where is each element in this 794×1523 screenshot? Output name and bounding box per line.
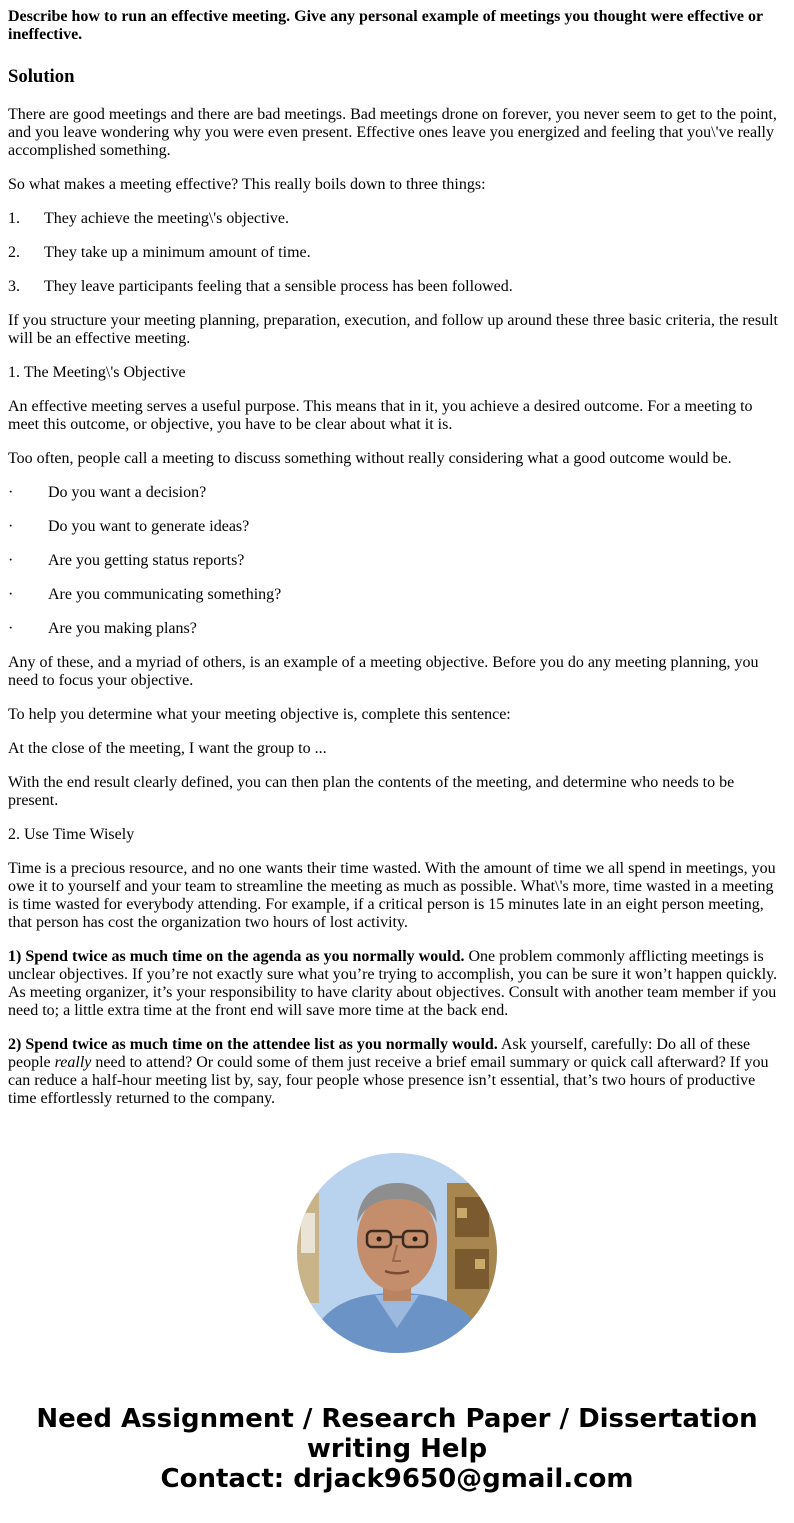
what-makes-paragraph: So what makes a meeting effective? This really boils down to three things: — [8, 176, 486, 193]
tip-2-paragraph — [8, 1036, 786, 1108]
section-2-paragraph: Time is a precious resource, and no one wants their time wasted. With the amount of time we all spend in meetings, you owe it to yourself and your team to streamline the meeting as much as possible. What\'s more, time wasted in a meeting is time wasted for everybody attending. For example, if a critical person is 15 minutes late in an eight person meeting, that person has cost the organization two hours of lost activity. — [8, 860, 776, 931]
section-1-paragraph: An effective meeting serves a useful purpose. This means that in it, you achieve a desired outcome. For a meeting to meet this outcome, or objective, you have to be clear about what it is. — [8, 398, 753, 433]
tip-2-emphasis: really — [54, 1054, 92, 1071]
section-1-paragraph: Too often, people call a meeting to discuss something without really considering what a good outcome would be. — [8, 450, 732, 467]
section-1-paragraph: Any of these, and a myriad of others, is an example of a meeting objective. Before you do any meeting planning, you need to focus your objective. — [8, 654, 759, 689]
bullet-text: Are you making plans? — [48, 620, 197, 637]
bullet-item — [8, 484, 786, 502]
solution-heading: Solution — [8, 66, 75, 87]
bullet-item — [8, 586, 786, 604]
criteria-text: They leave participants feeling that a sensible process has been followed. — [44, 278, 513, 295]
criteria-number: 3. — [8, 278, 20, 295]
bullet-item — [8, 518, 786, 536]
criteria-item — [8, 244, 786, 262]
bullet-mark: · — [8, 620, 14, 637]
tip-1-heading: 1) Spend twice as much time on the agenda as you normally would. — [8, 948, 465, 965]
tip-1-text: One problem commonly afflicting meetings is unclear objectives. If you’re not exactly sure what you’re trying to accomplish, you can be sure it won’t happen quickly. As meeting organizer, it’s your responsibility to have clarity about objectives. Consult with another team member if you need to; a little extra time at the front end will save more time at the back end. — [8, 948, 778, 1019]
author-photo — [297, 1153, 497, 1353]
criteria-number: 1. — [8, 210, 20, 227]
section-1-paragraph: To help you determine what your meeting objective is, complete this sentence: — [8, 706, 511, 723]
criteria-number: 2. — [8, 244, 20, 261]
criteria-text: They achieve the meeting\'s objective. — [44, 210, 290, 227]
bullet-mark: · — [8, 484, 14, 501]
bullet-item — [8, 552, 786, 570]
author-avatar — [297, 1153, 497, 1353]
bullet-text: Do you want to generate ideas? — [48, 518, 250, 535]
bullet-text: Do you want a decision? — [48, 484, 207, 501]
section-1-paragraph: With the end result clearly defined, you can then plan the contents of the meeting, and determine who needs to be present. — [8, 774, 735, 809]
footer-contact-banner — [0, 1404, 794, 1494]
footer-line: writing Help — [306, 1434, 488, 1464]
bullet-mark: · — [8, 586, 14, 603]
section-1-title: 1. The Meeting\'s Objective — [8, 364, 186, 381]
footer-contact-line: Contact: drjack9650@gmail.com — [160, 1464, 634, 1494]
document-body — [8, 0, 786, 1108]
question-text: Describe how to run an effective meeting. Give any personal example of meetings you thought were effective or ineffective. — [8, 8, 763, 43]
bullet-item — [8, 620, 786, 638]
tip-1-paragraph — [8, 948, 786, 1020]
bullet-text: Are you getting status reports? — [48, 552, 245, 569]
section-1-paragraph: At the close of the meeting, I want the group to ... — [8, 740, 327, 757]
criteria-item — [8, 278, 786, 296]
footer-line: Need Assignment / Research Paper / Dissertation — [36, 1404, 758, 1434]
bullet-mark: · — [8, 518, 14, 535]
tip-2-text-rest: need to attend? Or could some of them just receive a brief email summary or quick call afterward? If you can reduce a half-hour meeting list by, say, four people whose presence isn’t essential, that’s two hours of productive time effortlessly returned to the company. — [8, 1054, 769, 1107]
tip-2-heading: 2) Spend twice as much time on the attendee list as you normally would. — [8, 1036, 498, 1053]
criteria-item — [8, 210, 786, 228]
criteria-text: They take up a minimum amount of time. — [44, 244, 311, 261]
intro-paragraph: There are good meetings and there are bad meetings. Bad meetings drone on forever, you never seem to get to the point, and you leave wondering why you were even present. Effective ones leave you energized and feeling that you\'ve really accomplished something. — [8, 106, 777, 159]
structure-paragraph: If you structure your meeting planning, preparation, execution, and follow up around these three basic criteria, the result will be an effective meeting. — [8, 312, 778, 347]
bullet-mark: · — [8, 552, 14, 569]
section-2-title: 2. Use Time Wisely — [8, 826, 135, 843]
tip-2-text: Ask yourself, carefully: Do all of these people — [8, 1036, 751, 1071]
bullet-text: Are you communicating something? — [48, 586, 282, 603]
